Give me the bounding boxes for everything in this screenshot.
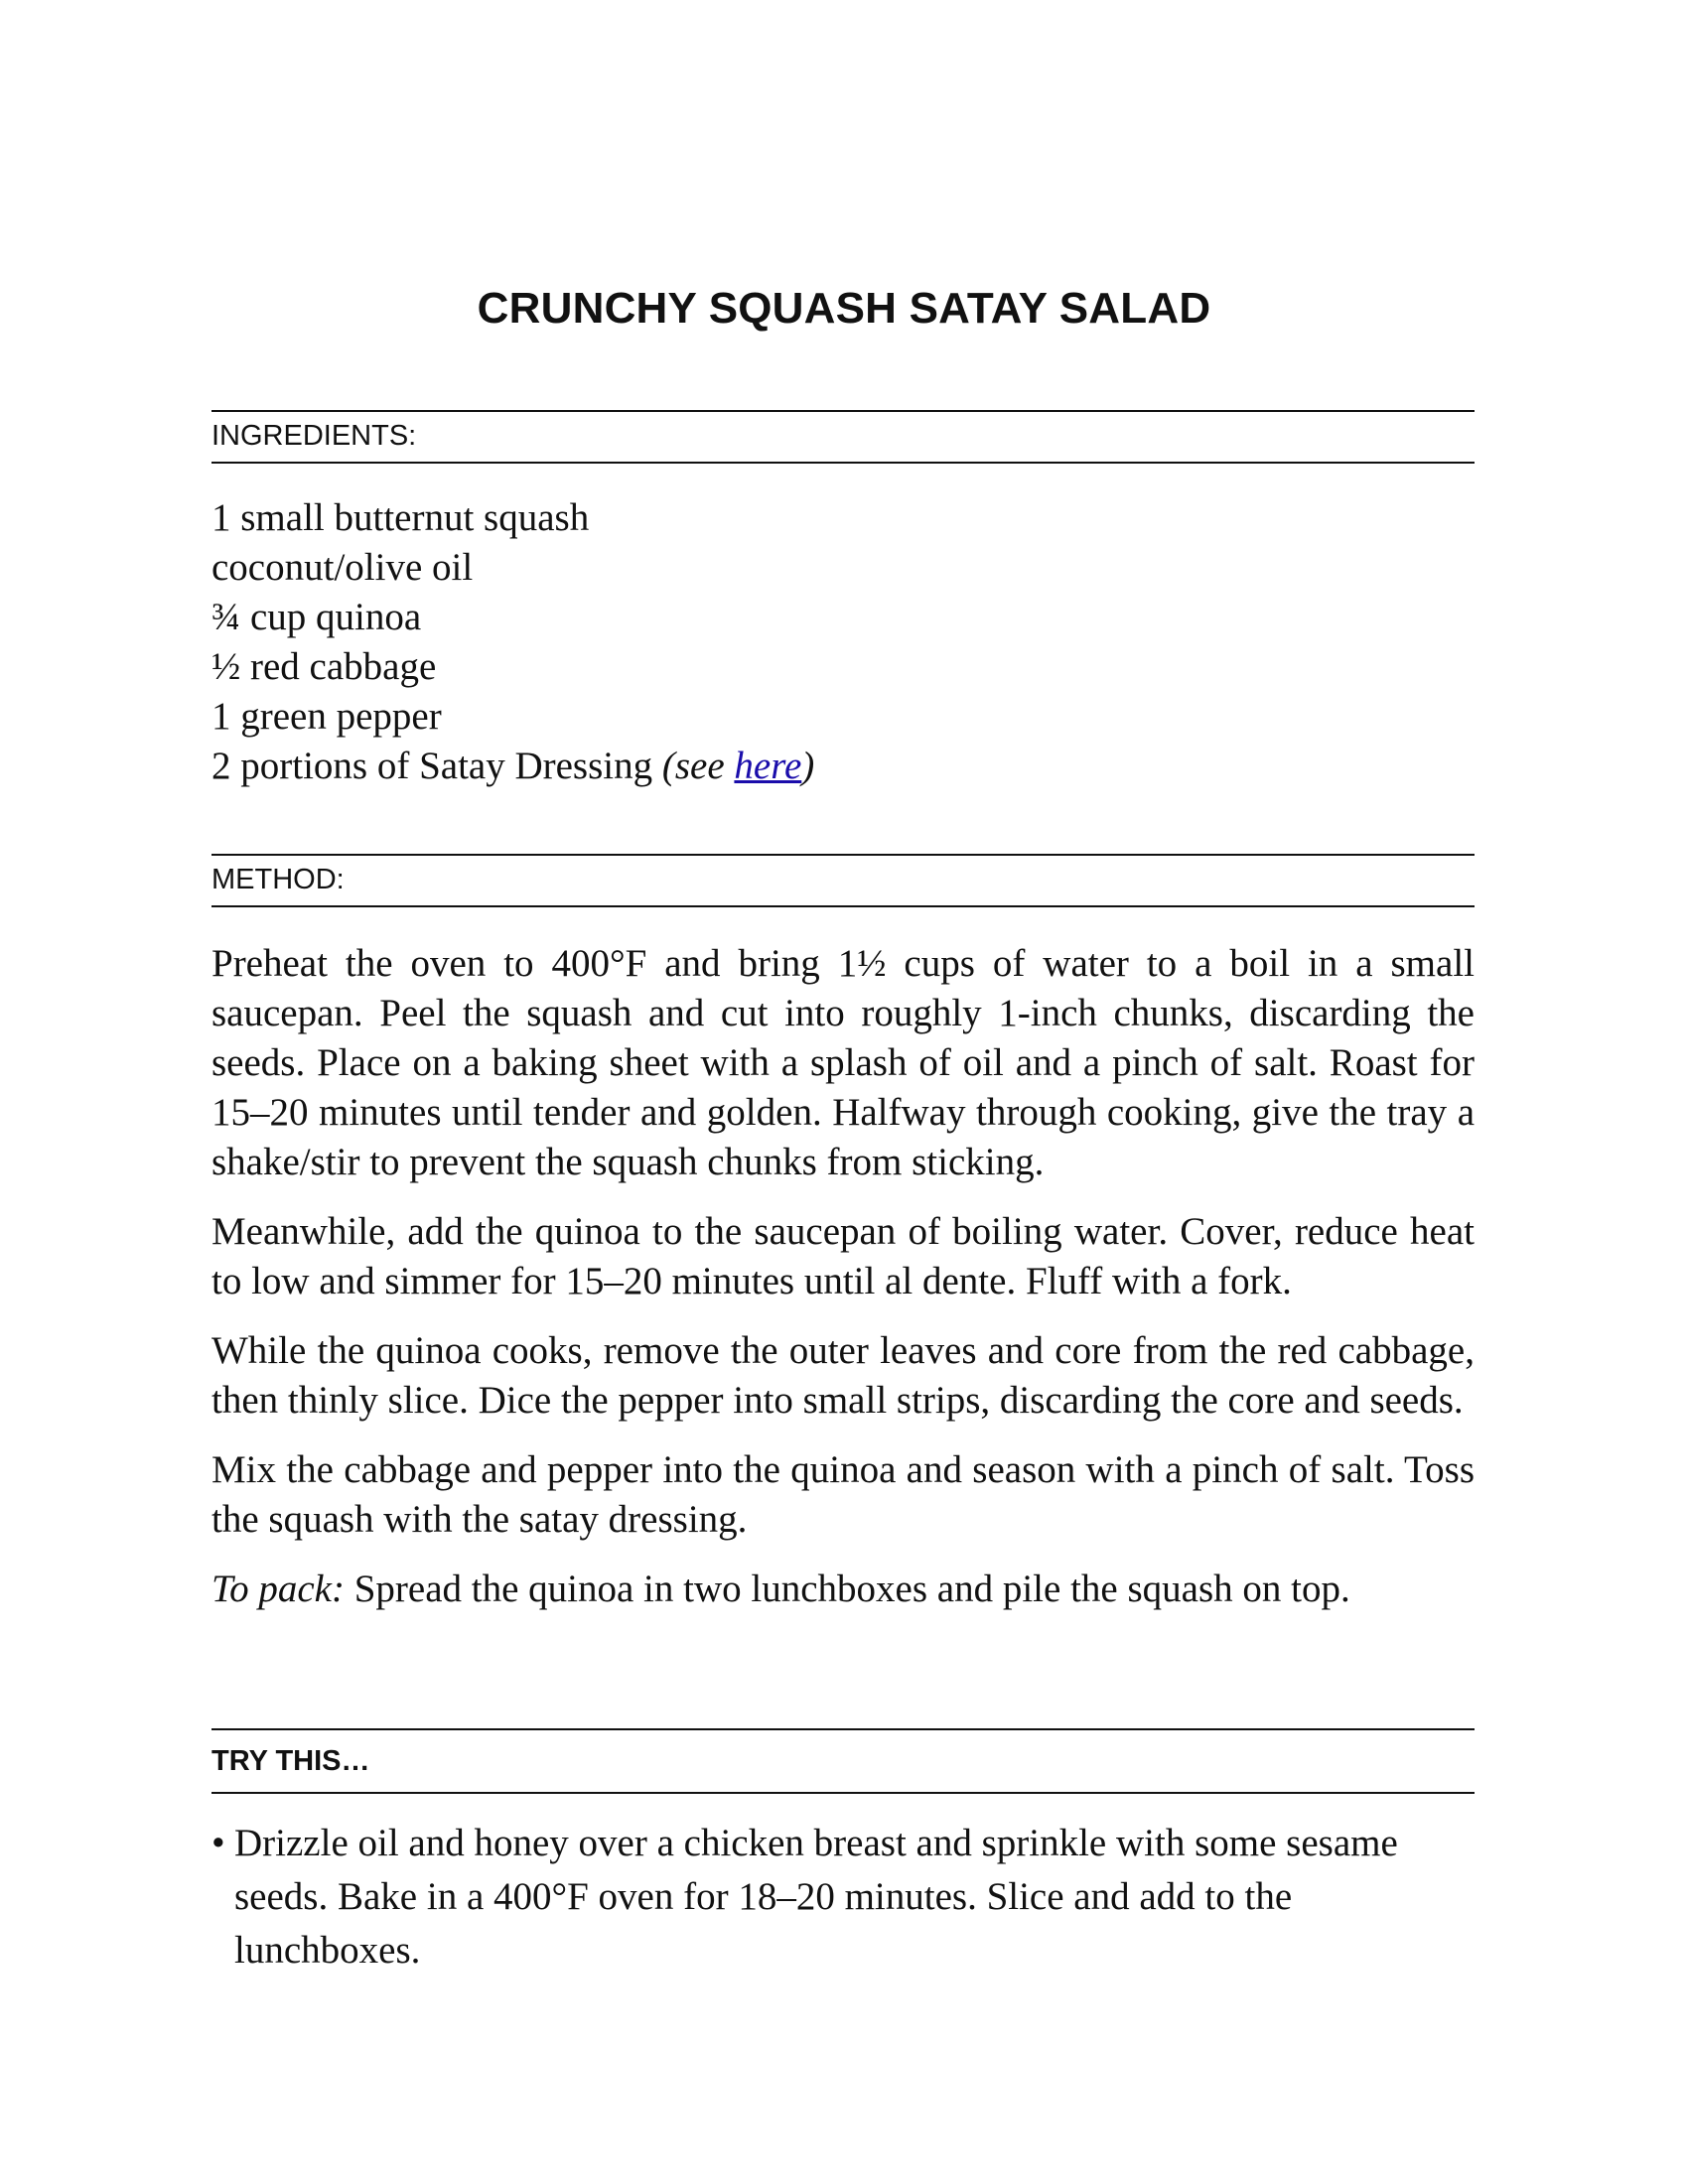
ingredient-text: 2 portions of Satay Dressing xyxy=(211,745,662,787)
try-this-heading: TRY THIS… xyxy=(211,1745,370,1777)
ingredients-top-rule xyxy=(211,410,1475,412)
satay-dressing-link[interactable]: here xyxy=(734,745,802,787)
method-paragraph: While the quinoa cooks, remove the outer leaves and core from the red cabbage, then thinly slice. Dice the pepper into small strips, discarding the core and seeds. xyxy=(211,1329,1475,1422)
ingredient-item: 1 green pepper xyxy=(211,695,442,738)
pack-label: To pack: xyxy=(211,1568,345,1610)
pack-instructions xyxy=(211,1565,1475,1614)
try-this-list xyxy=(211,1817,1475,1978)
ingredients-heading: INGREDIENTS: xyxy=(211,420,417,452)
ingredient-item: ½ red cabbage xyxy=(211,645,437,688)
method-paragraph: Meanwhile, add the quinoa to the saucepan of boiling water. Cover, reduce heat to low and simmer for 15–20 minutes until al dente. Fluff with a fork. xyxy=(211,1210,1475,1302)
ingredients-bottom-rule xyxy=(211,462,1475,464)
try-this-bottom-rule xyxy=(211,1792,1475,1794)
see-reference xyxy=(662,745,814,787)
ingredient-item-satay-dressing xyxy=(211,742,814,791)
see-prefix: (see xyxy=(661,745,735,787)
ingredient-item: coconut/olive oil xyxy=(211,546,474,589)
method-paragraph: Mix the cabbage and pepper into the quinoa and season with a pinch of salt. Toss the squash with the satay dressing. xyxy=(211,1448,1475,1541)
method-steps xyxy=(211,939,1475,1634)
tip-text: Drizzle oil and honey over a chicken breast and sprinkle with some sesame seeds. Bake in a 400°F oven for 18–20 minutes. Slice and add to the lunchboxes. xyxy=(234,1822,1398,1972)
pack-text: Spread the quinoa in two lunchboxes and pile the squash on top. xyxy=(344,1568,1350,1610)
try-this-top-rule xyxy=(211,1728,1475,1730)
method-top-rule xyxy=(211,854,1475,856)
ingredients-list xyxy=(211,493,814,791)
method-paragraph: Preheat the oven to 400°F and bring 1½ cups of water to a boil in a small saucepan. Peel the squash and cut into roughly 1-inch chunks, discarding the seeds. Place on a baking sheet with a splash of oil and a pinch of salt. Roast for 15–20 minutes until tender and golden. Halfway through cooking, give the tray a shake/stir to prevent the squash chunks from sticking. xyxy=(211,942,1475,1183)
recipe-title: CRUNCHY SQUASH SATAY SALAD xyxy=(477,284,1211,333)
see-suffix: ) xyxy=(801,745,815,787)
method-bottom-rule xyxy=(211,905,1475,907)
method-heading: METHOD: xyxy=(211,864,345,895)
ingredient-item: ¾ cup quinoa xyxy=(211,596,422,638)
tip-item xyxy=(211,1817,1475,1978)
bullet-icon: • xyxy=(211,1822,225,1864)
ingredient-item: 1 small butternut squash xyxy=(211,496,590,539)
